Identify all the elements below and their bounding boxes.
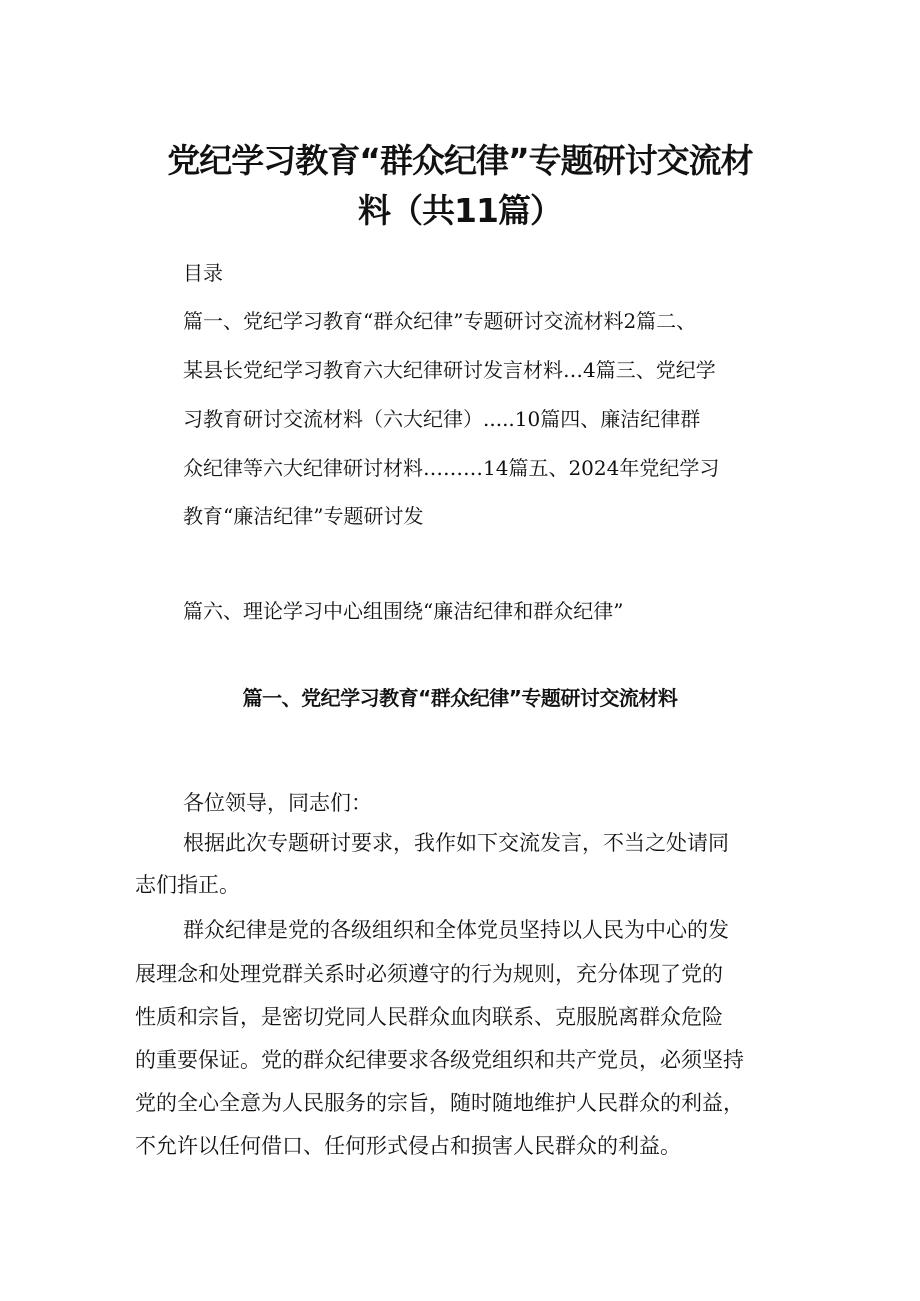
- toc-line: 篇一、党纪学习教育“群众纪律”专题研讨交流材料2篇二、: [183, 309, 697, 333]
- paragraph-line: 展理念和处理党群关系时必须遵守的行为规则，充分体现了党的: [135, 962, 723, 986]
- toc-heading: 目录: [183, 261, 223, 285]
- paragraph-line: 不允许以任何借口、任何形式侵占和损害人民群众的利益。: [135, 1134, 681, 1158]
- document-title-line-2: 料（共11篇）: [358, 191, 562, 230]
- toc-line: 习教育研讨交流材料（六大纪律）.....10篇四、廉洁纪律群: [183, 407, 701, 431]
- toc-line: 篇六、理论学习中心组围绕“廉洁纪律和群众纪律”: [183, 599, 624, 623]
- section-heading: 篇一、党纪学习教育“群众纪律”专题研讨交流材料: [242, 686, 678, 710]
- paragraph-line: 根据此次专题研讨要求，我作如下交流发言，不当之处请同: [183, 831, 729, 855]
- paragraph-line: 群众纪律是党的各级组织和全体党员坚持以人民为中心的发: [183, 918, 729, 942]
- paragraph-line: 性质和宗旨，是密切党同人民群众血肉联系、克服脱离群众危险: [135, 1005, 723, 1029]
- paragraph-line: 党的全心全意为人民服务的宗旨，随时随地维护人民群众的利益，: [135, 1091, 744, 1115]
- document-title-line-1: 党纪学习教育“群众纪律”专题研讨交流材: [167, 141, 753, 180]
- toc-line: 某县长党纪学习教育六大纪律研讨发言材料…4篇三、党纪学: [183, 358, 716, 382]
- paragraph-line: 的重要保证。党的群众纪律要求各级党组织和共产党员，必须坚持: [135, 1048, 744, 1072]
- toc-line: 众纪律等六大纪律研讨材料………14篇五、2024年党纪学习: [183, 456, 720, 480]
- toc-line: 教育“廉洁纪律”专题研讨发: [183, 504, 424, 528]
- paragraph-line: 志们指正。: [135, 873, 240, 897]
- salutation: 各位领导，同志们：: [183, 791, 372, 815]
